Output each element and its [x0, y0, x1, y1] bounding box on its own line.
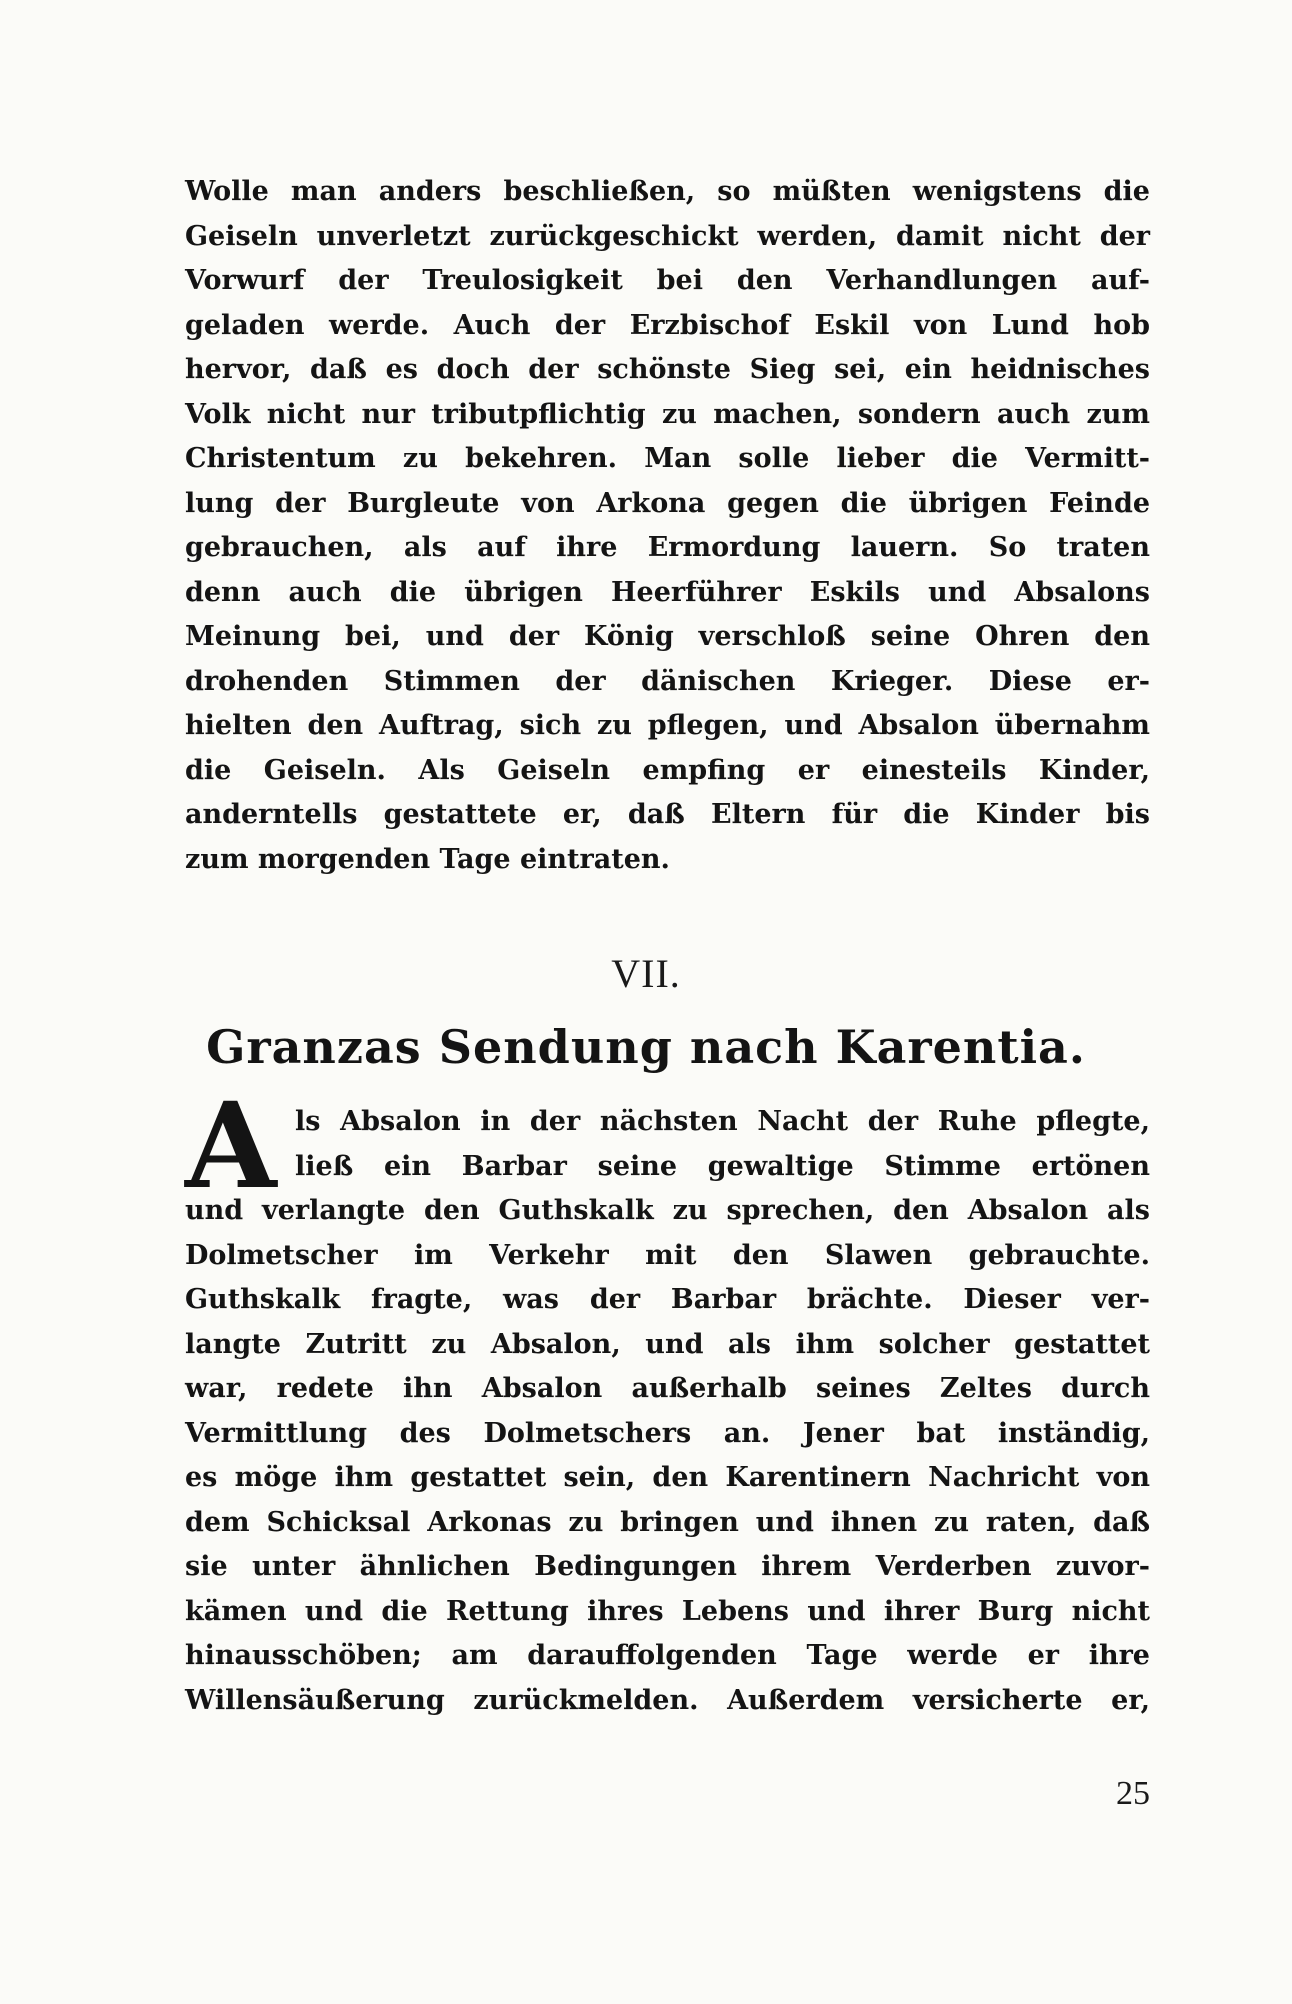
text-line: sie unter ähnlichen Bedingungen ihrem Verderben zuvor- — [185, 1551, 1150, 1582]
text-line: anderntells gestattete er, daß Eltern für die Kinder bis — [185, 799, 1150, 830]
text-line: Dolmetscher im Verkehr mit den Slawen gebrauchte. — [185, 1239, 1150, 1271]
text-line: war, redete ihn Absalon außerhalb seines Zeltes durch — [185, 1373, 1150, 1404]
text-line: zum morgenden Tage eintraten. — [185, 843, 670, 875]
text-line: ls Absalon in der nächsten Nacht der Ruhe pflegte, — [295, 1106, 1150, 1137]
text-line: Geiseln unverletzt zurückgeschickt werden, damit nicht der — [185, 220, 1150, 252]
text-line: geladen werde. Auch der Erzbischof Eskil von Lund hob — [185, 309, 1150, 341]
text-line: lung der Burgleute von Arkona gegen die übrigen Feinde — [185, 487, 1150, 519]
text-line: drohenden Stimmen der dänischen Krieger. Diese er- — [185, 665, 1150, 697]
text-line: und verlangte den Guthskalk zu sprechen, den Absalon als — [185, 1195, 1150, 1226]
text-line: die Geiseln. Als Geiseln empfing er einesteils Kinder, — [185, 754, 1150, 786]
text-line: Volk nicht nur tributpflichtig zu machen, sondern auch zum — [185, 398, 1150, 430]
text-line: hervor, daß es doch der schönste Sieg sei, ein heidnisches — [185, 354, 1150, 385]
chapter-title: Granzas Sendung nach Karentia. — [206, 1020, 1086, 1074]
text-line: Wolle man anders beschließen, so müßten wenigstens die — [185, 176, 1150, 207]
text-line: kämen und die Rettung ihres Lebens und ihrer Burg nicht — [185, 1595, 1150, 1627]
text-line: es möge ihm gestattet sein, den Karentinern Nachricht von — [185, 1462, 1150, 1493]
text-line: Christentum zu bekehren. Man solle lieber die Vermitt- — [185, 443, 1150, 474]
text-line: Vorwurf der Treulosigkeit bei den Verhandlungen auf- — [185, 265, 1150, 296]
text-line: Willensäußerung zurückmelden. Außerdem versicherte er, — [185, 1684, 1150, 1716]
text-line: ließ ein Barbar seine gewaltige Stimme ertönen — [295, 1150, 1150, 1182]
text-line: hinausschöben; am darauffolgenden Tage werde er ihre — [185, 1640, 1150, 1671]
text-line: Meinung bei, und der König verschloß seine Ohren den — [185, 621, 1150, 652]
text-line: dem Schicksal Arkonas zu bringen und ihnen zu raten, daß — [185, 1506, 1150, 1538]
text-line: denn auch die übrigen Heerführer Eskils und Absalons — [185, 576, 1150, 608]
paragraph-2 — [185, 1100, 1150, 1723]
text-line: langte Zutritt zu Absalon, und als ihm solcher gestattet — [185, 1328, 1150, 1360]
paragraph-1 — [185, 170, 1150, 882]
text-line: hielten den Auftrag, sich zu pflegen, und Absalon übernahm — [185, 710, 1150, 741]
drop-cap: A — [185, 1076, 277, 1215]
text-line: gebrauchen, als auf ihre Ermordung lauern. So traten — [185, 532, 1150, 563]
text-line: Vermittlung des Dolmetschers an. Jener bat inständig, — [185, 1417, 1150, 1449]
chapter-number: VII. — [611, 951, 681, 996]
text-line: Guthskalk fragte, was der Barbar brächte. Dieser ver- — [185, 1284, 1150, 1315]
page-number: 25 — [1116, 1775, 1150, 1812]
